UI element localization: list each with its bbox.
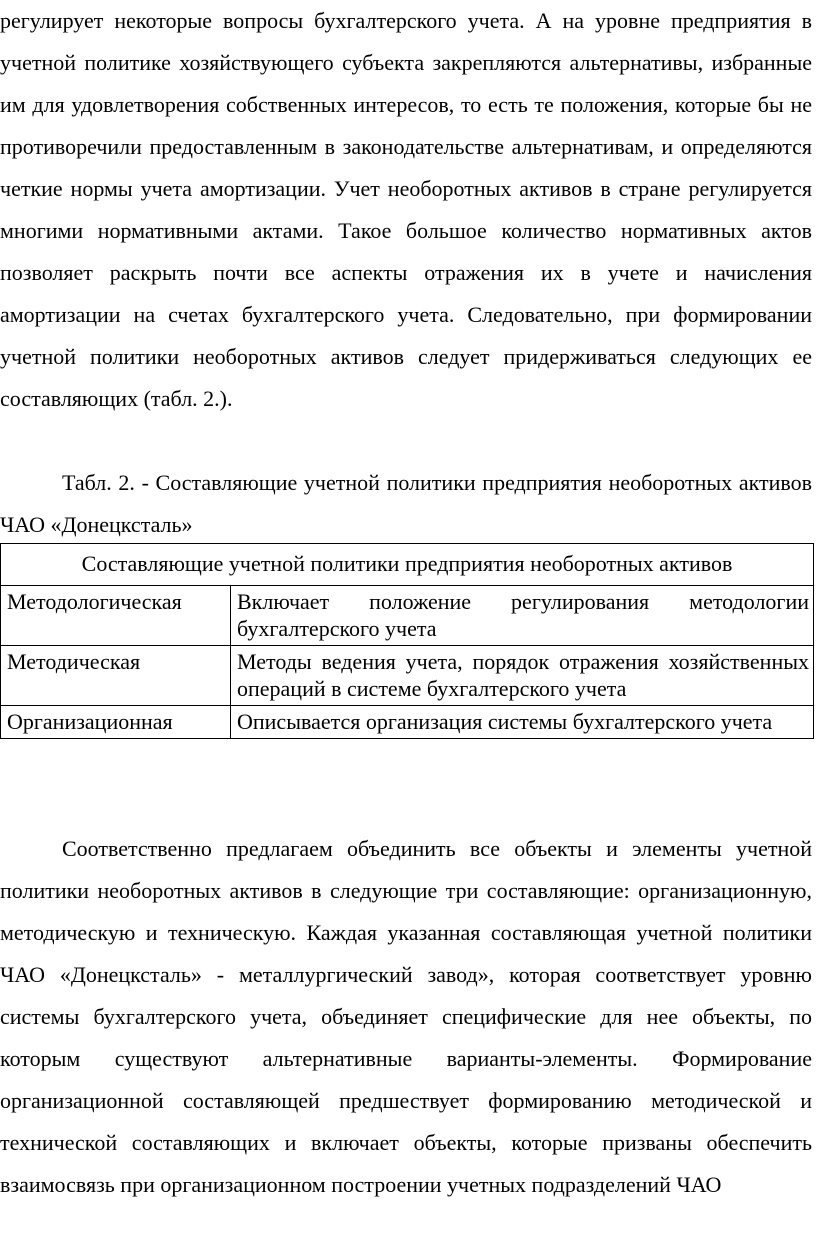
body-paragraph-2: Соответственно предлагаем объединить все объекты и элементы учетной политики необоротных активов в следующие три составляющие: организационную, методическую и техническую. Каждая указанная составляющая учетной политики ЧАО «Донецксталь» - металлургический завод», которая соответствует уровню системы бухгалтерского учета, объединяет специфические для нее объекты, по которым существуют альтернативные варианты-элементы. Формирование организационной составляющей предшествует формированию методической и технической составляющих и включает объекты, которые призваны обеспечить взаимосвязь при организационном построении учетных подразделений ЧАО bbox=[0, 836, 812, 1197]
component-cell: Методологическая bbox=[1, 586, 231, 646]
table-header-row bbox=[1, 544, 814, 586]
accounting-policy-table bbox=[0, 543, 814, 739]
component-cell: Методическая bbox=[1, 646, 231, 706]
table-row bbox=[1, 586, 814, 646]
table-caption: Табл. 2. - Составляющие учетной политики предприятия необоротных активов ЧАО «Донецксталь» bbox=[0, 470, 812, 537]
table-row bbox=[1, 706, 814, 739]
description-cell: Описывается организация системы бухгалтерского учета bbox=[231, 706, 814, 739]
description-cell: Включает положение регулирования методологии бухгалтерского учета bbox=[231, 586, 814, 646]
body-paragraph-1: регулирует некоторые вопросы бухгалтерского учета. А на уровне предприятия в учетной политике хозяйствующего субъекта закрепляются альтернативы, избранные им для удовлетворения собственных интересов, то есть те положения, которые бы не противоречили предоставленным в законодательстве альтернативам, и определяются четкие нормы учета амортизации. Учет необоротных активов в стране регулируется многими нормативными актами. Такое большое количество нормативных актов позволяет раскрыть почти все аспекты отражения их в учете и начисления амортизации на счетах бухгалтерского учета. Следовательно, при формировании учетной политики необоротных активов следует придерживаться следующих ее составляющих (табл. 2.). bbox=[0, 8, 812, 411]
component-cell: Организационная bbox=[1, 706, 231, 739]
table-row bbox=[1, 646, 814, 706]
table-header-cell: Составляющие учетной политики предприятия необоротных активов bbox=[1, 544, 814, 586]
description-cell: Методы ведения учета, порядок отражения хозяйственных операций в системе бухгалтерского учета bbox=[231, 646, 814, 706]
